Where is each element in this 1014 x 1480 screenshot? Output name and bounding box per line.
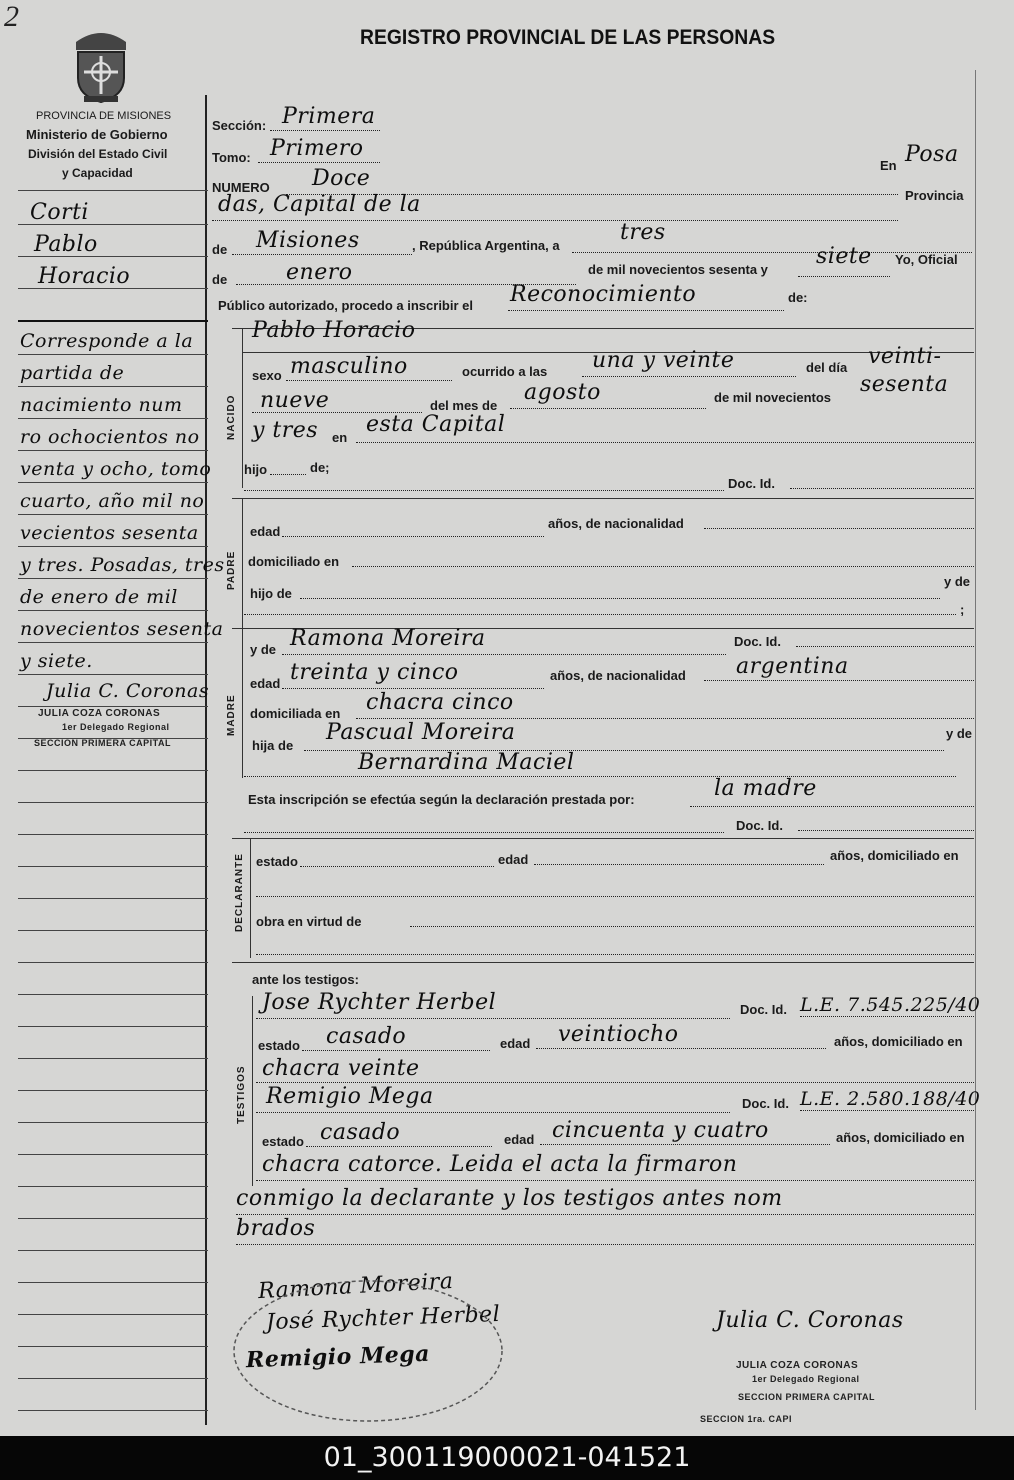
official-stamp-line-2: 1er Delegado Regional bbox=[752, 1374, 860, 1384]
closing-line-2: conmigo la declarante y los testigos antes nom bbox=[236, 1186, 783, 1211]
line-capital: das, Capital de la bbox=[218, 192, 421, 217]
lugar-value: esta Capital bbox=[366, 412, 506, 437]
document-id: 01_300119000021-041521 bbox=[323, 1442, 691, 1473]
nacido-nombre: Pablo Horacio bbox=[252, 318, 416, 343]
division-label: División del Estado Civil bbox=[28, 147, 168, 161]
sexo-value: masculino bbox=[290, 354, 408, 379]
de-value: Misiones bbox=[256, 228, 360, 253]
margin-note-line: ro ochocientos no bbox=[20, 426, 200, 448]
dia-value: tres bbox=[620, 220, 666, 245]
province-label: PROVINCIA DE MISIONES bbox=[36, 110, 172, 122]
testigo-1-domicilio: chacra veinte bbox=[262, 1056, 420, 1081]
republica-label: , República Argentina, a bbox=[412, 238, 560, 253]
right-border bbox=[975, 70, 976, 1410]
acto-value: Reconocimiento bbox=[510, 282, 697, 307]
madre-edad-label: edad bbox=[250, 676, 281, 691]
en-label: En bbox=[880, 158, 897, 173]
testigos-section-label: TESTIGOS bbox=[236, 1065, 247, 1124]
testigo-2-edad-label: edad bbox=[504, 1132, 535, 1147]
oficial-label: Yo, Oficial bbox=[895, 252, 958, 267]
margin-stamp-line-1: JULIA COZA CORONAS bbox=[38, 708, 161, 719]
madre-domiciliada-label: domiciliada en bbox=[250, 706, 341, 721]
testigo-1-nombre: Jose Rychter Herbel bbox=[262, 990, 497, 1015]
madre-domicilio-value: chacra cinco bbox=[366, 690, 514, 715]
signature-witness-2: Remigio Mega bbox=[245, 1340, 431, 1374]
corner-number: 2 bbox=[4, 0, 19, 33]
signature-official: Julia C. Coronas bbox=[716, 1308, 904, 1333]
margin-note-line: de enero de mil bbox=[20, 586, 178, 608]
mes-label: del mes de bbox=[430, 398, 498, 413]
testigo-2-edad-value: cincuenta y cuatro bbox=[552, 1118, 769, 1143]
testigo-1-edad-value: veintiocho bbox=[558, 1022, 679, 1047]
bottom-stamp-text: SECCION 1ra. CAPI bbox=[700, 1414, 793, 1424]
declarante-section-label: DECLARANTE bbox=[234, 853, 245, 932]
declarante-top-rule bbox=[232, 838, 974, 839]
madre-hija-label: hija de bbox=[252, 738, 294, 753]
ocurrido-label: ocurrido a las bbox=[462, 364, 548, 379]
en-label: en bbox=[332, 430, 348, 445]
numero-value: Doce bbox=[312, 166, 371, 191]
testigo-1-anios-label: años, domiciliado en bbox=[834, 1034, 963, 1049]
testigos-top-rule bbox=[232, 962, 974, 963]
testigo-1-estado-label: estado bbox=[258, 1038, 300, 1053]
margin-note-line: novecientos sesenta bbox=[20, 618, 224, 640]
declarante-obra-label: obra en virtud de bbox=[256, 914, 362, 929]
margin-stamp-line-2: 1er Delegado Regional bbox=[62, 722, 170, 732]
de-colon-label: de: bbox=[788, 290, 808, 305]
margin-note-line: venta y ocho, tomo bbox=[20, 458, 212, 480]
en-value: Posa bbox=[905, 142, 959, 167]
anio-value: sesenta bbox=[860, 372, 949, 397]
margin-note-line: cuarto, año mil no bbox=[20, 490, 205, 512]
padre-semicolon: ; bbox=[960, 602, 965, 617]
mil-label: de mil novecientos bbox=[714, 390, 832, 405]
declarante-intro-value: la madre bbox=[714, 776, 817, 801]
margin-name-1: Pablo bbox=[34, 232, 98, 257]
testigo-1-doc-value: L.E. 7.545.225/40 bbox=[800, 994, 981, 1016]
testigo-2-doc-value: L.E. 2.580.188/40 bbox=[800, 1088, 981, 1110]
signature-mother: Ramona Moreira bbox=[257, 1268, 455, 1305]
padre-anios-label: años, de nacionalidad bbox=[548, 516, 684, 531]
page-title: REGISTRO PROVINCIAL DE LAS PERSONAS bbox=[360, 26, 776, 49]
hora-value: una y veinte bbox=[592, 348, 735, 373]
margin-note-line: nacimiento num bbox=[20, 394, 183, 416]
padre-section-label: PADRE bbox=[226, 550, 237, 590]
division-label-2: y Capacidad bbox=[62, 166, 133, 180]
testigo-2-estado-label: estado bbox=[262, 1134, 304, 1149]
seccion-label: Sección: bbox=[212, 118, 267, 133]
testigo-1-doc-label: Doc. Id. bbox=[740, 1002, 787, 1017]
nacido-doc-label: Doc. Id. bbox=[728, 476, 775, 491]
testigo-2-nombre: Remigio Mega bbox=[266, 1084, 434, 1109]
margin-divider bbox=[205, 95, 207, 1425]
margin-signature: Julia C. Coronas bbox=[46, 680, 210, 702]
madre-section-label: MADRE bbox=[226, 694, 237, 736]
margin-note-line: Corresponde a la bbox=[20, 330, 194, 352]
madre-nacionalidad-value: argentina bbox=[736, 654, 849, 679]
sexo-label: sexo bbox=[252, 368, 282, 383]
de2-label: de bbox=[212, 272, 228, 287]
testigos-ante-label: ante los testigos: bbox=[252, 972, 359, 987]
mil-label: de mil novecientos sesenta y bbox=[588, 262, 768, 277]
testigo-2-estado-value: casado bbox=[320, 1120, 401, 1145]
testigo-1-estado-value: casado bbox=[326, 1024, 407, 1049]
tomo-value: Primero bbox=[270, 136, 364, 161]
document-id-footer bbox=[0, 1436, 1014, 1480]
declarante-doc-label: Doc. Id. bbox=[736, 818, 783, 833]
hijo-label: hijo bbox=[244, 462, 268, 477]
dia-label: del día bbox=[806, 360, 848, 375]
margin-note-line: y tres. Posadas, tres bbox=[20, 554, 225, 576]
declarante-edad-label: edad bbox=[498, 852, 529, 867]
signature-witness-1: José Rychter Herbel bbox=[265, 1301, 501, 1336]
testigo-2-anios-label: años, domiciliado en bbox=[836, 1130, 965, 1145]
coat-of-arms-icon bbox=[68, 28, 134, 104]
mes-value: enero bbox=[286, 260, 353, 285]
padre-yde-label: y de bbox=[944, 574, 971, 589]
padre-hijo-label: hijo de bbox=[250, 586, 292, 601]
testigo-1-edad-label: edad bbox=[500, 1036, 531, 1051]
madre-padre-value: Pascual Moreira bbox=[326, 720, 516, 745]
official-stamp-line-3: SECCION PRIMERA CAPITAL bbox=[738, 1392, 876, 1402]
madre-anios-label: años, de nacionalidad bbox=[550, 668, 686, 683]
margin-note-line: partida de bbox=[20, 362, 125, 384]
margin-surname: Corti bbox=[30, 200, 89, 225]
dia-value: veinti- bbox=[868, 344, 942, 369]
madre-nombre-value: Ramona Moreira bbox=[290, 626, 486, 651]
padre-domiciliado-label: domiciliado en bbox=[248, 554, 340, 569]
madre-yde2-label: y de bbox=[946, 726, 973, 741]
margin-note-line: y siete. bbox=[20, 650, 93, 672]
closing-line-3: brados bbox=[236, 1216, 316, 1241]
declarante-anios-label: años, domiciliado en bbox=[830, 848, 959, 863]
hijo-de-label: de; bbox=[310, 460, 330, 475]
publico-label: Público autorizado, procedo a inscribir el bbox=[218, 298, 473, 313]
dia-value-2: nueve bbox=[260, 388, 330, 413]
madre-yde-label: y de bbox=[250, 642, 277, 657]
declarante-estado-label: estado bbox=[256, 854, 298, 869]
round-seal-icon bbox=[228, 1276, 508, 1426]
margin-note-line: vecientos sesenta bbox=[20, 522, 199, 544]
padre-edad-label: edad bbox=[250, 524, 281, 539]
provincia-label: Provincia bbox=[905, 188, 964, 203]
tomo-label: Tomo: bbox=[212, 150, 251, 165]
madre-madre-value: Bernardina Maciel bbox=[358, 750, 575, 775]
margin-name-2: Horacio bbox=[38, 264, 131, 289]
anio-value: siete bbox=[816, 244, 872, 269]
declarante-intro-label: Esta inscripción se efectúa según la declaración prestada por: bbox=[248, 792, 635, 807]
madre-edad-value: treinta y cinco bbox=[290, 660, 459, 685]
de-label: de bbox=[212, 242, 228, 257]
padre-top-rule bbox=[232, 498, 974, 499]
closing-line-1: chacra catorce. Leida el acta la firmaron bbox=[262, 1152, 738, 1177]
numero-label: NUMERO bbox=[212, 180, 270, 195]
mes-value: agosto bbox=[524, 380, 601, 405]
ministry-label: Ministerio de Gobierno bbox=[26, 127, 168, 142]
seccion-value: Primera bbox=[282, 104, 376, 129]
anio-value-2: y tres bbox=[252, 418, 319, 443]
madre-doc-label: Doc. Id. bbox=[734, 634, 781, 649]
testigo-2-doc-label: Doc. Id. bbox=[742, 1096, 789, 1111]
nacido-section-label: NACIDO bbox=[226, 394, 237, 440]
margin-stamp-line-3: SECCION PRIMERA CAPITAL bbox=[34, 738, 172, 748]
official-stamp-line-1: JULIA COZA CORONAS bbox=[736, 1360, 859, 1371]
